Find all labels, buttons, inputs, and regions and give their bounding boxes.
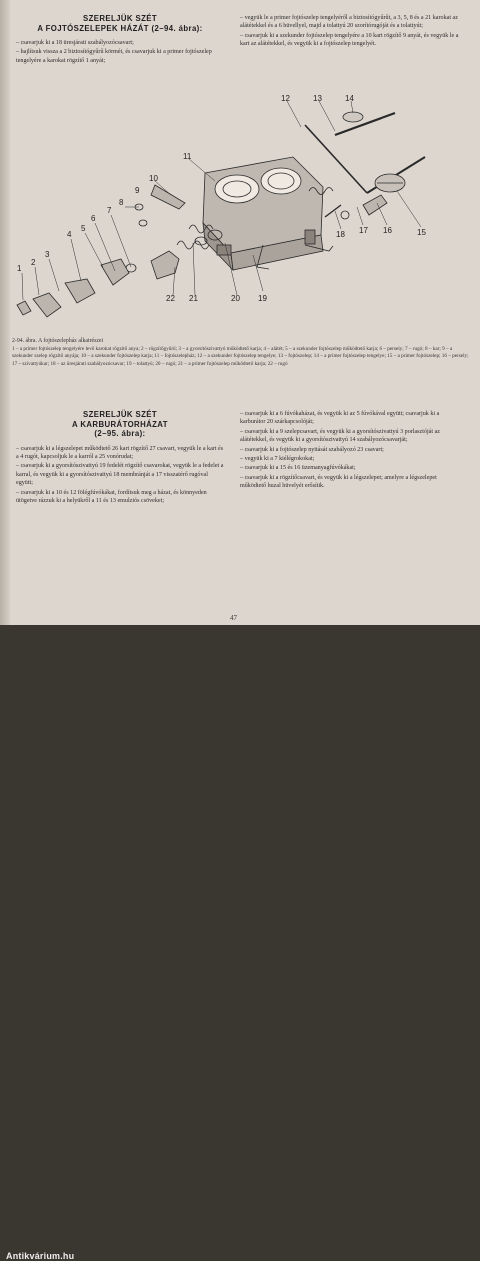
instruction-item: – csavarjuk ki a gyorsítószivattyú 19 fedelét rögzítő csavarokat, vegyük le a fedelet a karral, és vegyük ki a gyorsítószivattyú 18 membránját a 17 visszatérő rugóval együtt;: [16, 463, 224, 487]
secondary-shaft-12: [305, 125, 425, 193]
heading-line-2: A KARBURÁTORHÁZAT: [72, 419, 168, 429]
section-heading-carburetor: [16, 410, 224, 439]
primary-shaft-14: [335, 112, 395, 135]
callout-18: 18: [336, 230, 345, 239]
callout-14: 14: [345, 95, 354, 103]
callout-17: 17: [359, 226, 368, 235]
instruction-item: – csavarjuk ki a 9 szelepcsavart, és vegyük ki a gyorsítószivattyú 3 porlasztóját az alátétekkel, és vegyük ki a gyorsítószivattyú 14 szabályozócsavarját;: [240, 428, 441, 444]
callout-10: 10: [149, 174, 158, 183]
instruction-item: – hajlítsuk vissza a 2 biztosítógyűrű körmét, és csavarjuk ki a primer fojtószelep tengelyére a karokat rögzítő 1 anyát;: [16, 49, 212, 64]
instruction-item: – csavarjuk ki a szekunder fojtószelep tengelyére a 10 kart rögzítő 9 anyát, és vegyük le a kart az alátétekkel, és vegyük ki a fojtószelep tengelyét.: [240, 32, 459, 48]
heading-line-1: SZERELJÜK SZÉT: [82, 410, 158, 419]
instruction-item: – vegyük ki a 7 kiélégrokokat;: [240, 456, 315, 463]
callout-1: 1: [17, 264, 22, 273]
watermark-bar: [0, 625, 480, 1261]
callout-3: 3: [45, 250, 50, 259]
bottom-left-column: [16, 410, 224, 506]
callout-15: 15: [417, 228, 426, 237]
section-heading-throttle: [16, 14, 224, 33]
caption-title: 2-94. ábra. A fojtószelepház alkatrészei: [12, 338, 104, 344]
callout-8: 8: [119, 198, 124, 207]
figure-caption: [12, 338, 472, 368]
bottom-right-column: [240, 410, 464, 492]
callout-6: 6: [91, 214, 96, 223]
callout-4: 4: [67, 230, 72, 239]
heading-line-2: A FOJTÓSZELEPEK HÁZÁT (2–94. ábra):: [37, 23, 203, 33]
instruction-item: – csavarjuk ki a 6 fúvókaházat, és vegyük ki az 5 fúvókával együtt; csavarjuk ki a karburátor 20 szárkapcsolóját;: [240, 411, 440, 426]
callout-20: 20: [231, 294, 240, 303]
side-parts: [325, 195, 387, 219]
callout-9: 9: [135, 186, 140, 195]
callout-11: 11: [183, 152, 192, 161]
callout-13: 13: [313, 95, 322, 103]
instruction-item: – csavarjuk ki a rögzítőcsavart, és vegyük ki a légszelepet; amelyre a légszelepet működtető huzal hüvelyét erősítik.: [240, 474, 437, 490]
callout-22: 22: [166, 294, 175, 303]
top-right-column: [240, 14, 464, 50]
instruction-item: – csavarjuk ki a 18 üresjárati szabályozócsavart;: [16, 40, 134, 46]
exploded-view-figure: [5, 95, 475, 325]
callout-12: 12: [281, 95, 290, 103]
instruction-item: – csavarjuk ki a fojtószelep nyitását szabályozó 23 csavart;: [240, 446, 384, 453]
callout-7: 7: [107, 206, 112, 215]
instruction-item: – csavarjuk ki a 15 és 16 üzemanyagfúvókákat;: [240, 465, 356, 472]
instruction-item: – csavarjuk ki a légszelepet működtető 26 kart rögzítő 27 csavart, vegyük le a kart és a 4 rugót, kapcsoljuk le a karról a 25 vonórudat;: [16, 445, 224, 460]
instruction-item: – vegyük le a primer fojtószelep tengelyéről a biztosítógyűrűt, a 3, 5, 8 és a 21 karokat az alátétekkel és a 6 hüvellyel, majd a tolattyú 20 szorítórugóját és a tolattyút;: [240, 15, 458, 30]
throttle-body: [203, 157, 333, 270]
callout-2: 2: [31, 258, 36, 267]
levers: [17, 185, 185, 317]
heading-line-3: (2–95. ábra):: [94, 429, 146, 438]
watermark: Antikvárium.hu: [6, 1251, 75, 1261]
callout-21: 21: [189, 294, 198, 303]
instruction-item: – csavarjuk ki a 10 és 12 fölégfúvókákat, fordítsuk meg a házat, és könnyeden ütögetve rázzuk ki a helyükről a 11 és 13 emulziós csöveket;: [16, 489, 207, 504]
caption-text: 1 – a primer fojtószelep tengelyére levő karokat rögzítő anya; 2 – rögzítőgyűrű; 3 – a gyorsítószivattyú működtető karja; 4 – alátét; 5 – a szekunder fojtószelep működtető karja; 6 – persely; 7 – rugó; 8 – kar; 9 – a szekunder szelep rögzítő anyája; 10 – a szekunder fojtószelep karja; 11 – fojtószelepház; 12 – a szekunder fojtószelep tengelye; 13 – fojtószelep; 14 – a primer fojtószelep tengelye; 15 – a primer fojtószelep; 16 – persely; 17 – szivattyúkar; 18 – az üresjárati szabályozócsavar; 19 – tolattyú; 20 – rugó; 21 – a primer fojtószelep működtető karja; 22 – rugó: [12, 346, 469, 367]
callout-16: 16: [383, 226, 392, 235]
top-left-column: [16, 14, 224, 66]
book-page: [0, 0, 480, 625]
callout-5: 5: [81, 224, 86, 233]
throttle-plate-15: [375, 174, 405, 192]
page-number: 47: [230, 614, 237, 622]
callout-19: 19: [258, 294, 267, 303]
heading-line-1: SZERELJÜK SZÉT: [82, 14, 158, 23]
